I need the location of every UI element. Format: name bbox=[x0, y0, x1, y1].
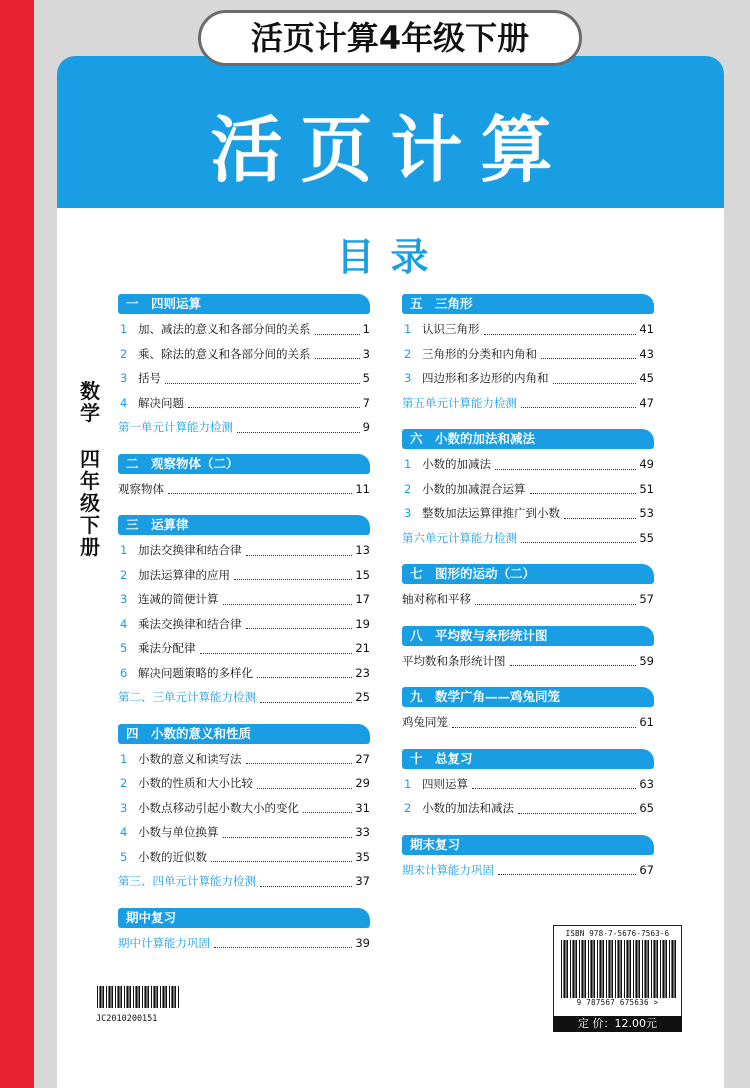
toc-entry bbox=[118, 477, 370, 502]
entry-title: 三角形的分类和内角和 bbox=[422, 346, 537, 361]
entry-title: 解决问题 bbox=[138, 395, 184, 410]
section-heading: 二 观察物体（二） bbox=[118, 454, 370, 474]
leader-dots bbox=[530, 493, 637, 494]
barcode-bar bbox=[178, 986, 179, 1008]
entry-page-number: 61 bbox=[639, 715, 654, 729]
barcode-bar bbox=[570, 940, 571, 998]
leader-dots bbox=[246, 763, 353, 764]
leader-dots bbox=[260, 886, 352, 887]
barcode-bar bbox=[147, 986, 149, 1008]
toc-section bbox=[402, 749, 654, 821]
barcode-bar bbox=[669, 940, 670, 998]
toc-entry bbox=[118, 820, 370, 845]
toc-entry bbox=[402, 649, 654, 674]
leader-dots bbox=[168, 493, 352, 494]
barcode-bar bbox=[599, 940, 601, 998]
entry-number: 1 bbox=[404, 776, 412, 791]
toc-entry bbox=[402, 710, 654, 735]
leader-dots bbox=[234, 579, 352, 580]
toc-entry bbox=[118, 636, 370, 661]
barcode-bar bbox=[635, 940, 637, 998]
toc-entry bbox=[402, 452, 654, 477]
toc-section bbox=[402, 835, 654, 883]
barcode-bar bbox=[662, 940, 664, 998]
barcode-bar bbox=[660, 940, 661, 998]
entry-title: 鸡兔同笼 bbox=[402, 715, 448, 729]
toc-entry bbox=[402, 772, 654, 797]
toc-entry bbox=[402, 858, 654, 883]
section-heading: 四 小数的意义和性质 bbox=[118, 724, 370, 744]
toc-entry bbox=[402, 796, 654, 821]
book-title-label: 活页计算4年级下册 bbox=[198, 10, 582, 66]
barcode-bar bbox=[153, 986, 155, 1008]
entry-number: 2 bbox=[404, 481, 412, 496]
leader-dots bbox=[237, 432, 360, 433]
barcode-bar bbox=[581, 940, 583, 998]
entry-title: 第五单元计算能力检测 bbox=[402, 395, 517, 410]
toc-title: 目录 bbox=[336, 235, 445, 279]
entry-page-number: 7 bbox=[362, 395, 370, 410]
entry-page-number: 57 bbox=[639, 592, 654, 606]
leader-dots bbox=[452, 727, 636, 728]
entry-page-number: 9 bbox=[362, 420, 370, 434]
barcode-bar bbox=[629, 940, 631, 998]
entry-page-number: 47 bbox=[639, 395, 654, 410]
entry-title: 第一单元计算能力检测 bbox=[118, 420, 233, 434]
entry-title: 小数的性质和大小比较 bbox=[138, 776, 253, 790]
barcode-bar bbox=[593, 940, 595, 998]
toc-entry bbox=[118, 391, 370, 416]
leader-dots bbox=[495, 469, 636, 470]
entry-title: 期中计算能力巩固 bbox=[118, 935, 210, 950]
entry-page-number: 15 bbox=[355, 567, 370, 582]
barcode-bar bbox=[142, 986, 143, 1008]
leader-dots bbox=[223, 604, 353, 605]
barcode-bar bbox=[651, 940, 652, 998]
toc-entry bbox=[118, 587, 370, 612]
toc-section bbox=[118, 724, 370, 894]
side-subject: 数 学 bbox=[80, 379, 100, 425]
barcode-bar bbox=[615, 940, 616, 998]
barcode-bar bbox=[97, 986, 98, 1008]
toc-entry bbox=[118, 771, 370, 796]
entry-page-number: 49 bbox=[639, 457, 654, 471]
entry-number: 1 bbox=[120, 543, 128, 557]
entry-title: 小数的加法和减法 bbox=[422, 801, 514, 815]
entry-page-number: 43 bbox=[639, 346, 654, 361]
entry-number: 6 bbox=[120, 665, 128, 680]
leader-dots bbox=[510, 665, 637, 666]
entry-title: 第二、三单元计算能力检测 bbox=[118, 690, 256, 704]
side-grade: 四 年 级 下 册 bbox=[80, 447, 100, 559]
barcode-bar bbox=[566, 940, 568, 998]
entry-title: 四则运算 bbox=[422, 776, 468, 791]
section-heading: 九 数学广角——鸡兔同笼 bbox=[402, 687, 654, 707]
leader-dots bbox=[521, 407, 636, 408]
section-heading: 期末复习 bbox=[402, 835, 654, 855]
toc-section bbox=[118, 454, 370, 502]
entry-title: 小数与单位换算 bbox=[138, 825, 219, 839]
barcode-bar bbox=[579, 940, 580, 998]
entry-page-number: 37 bbox=[355, 874, 370, 888]
barcode-bar bbox=[584, 940, 586, 998]
toc-entry bbox=[402, 342, 654, 367]
entry-title: 认识三角形 bbox=[422, 322, 480, 336]
section-heading: 一 四则运算 bbox=[118, 294, 370, 314]
header-band bbox=[57, 56, 724, 208]
toc-entry bbox=[118, 661, 370, 686]
entry-page-number: 13 bbox=[355, 543, 370, 557]
entry-page-number: 21 bbox=[355, 641, 370, 655]
barcode-bar bbox=[108, 986, 110, 1008]
barcode-bar bbox=[99, 986, 101, 1008]
entry-page-number: 59 bbox=[639, 653, 654, 668]
barcode-bar bbox=[129, 986, 131, 1008]
toc-entry bbox=[118, 685, 370, 710]
entry-title: 小数的近似数 bbox=[138, 849, 207, 864]
entry-title: 括号 bbox=[138, 371, 161, 385]
barcode-bar bbox=[115, 986, 116, 1008]
entry-number: 3 bbox=[120, 800, 128, 815]
entry-number: 1 bbox=[404, 322, 412, 336]
leader-dots bbox=[214, 947, 352, 948]
barcode-bar bbox=[638, 940, 640, 998]
entry-title: 第三、四单元计算能力检测 bbox=[118, 874, 256, 888]
entry-number: 2 bbox=[120, 567, 128, 582]
entry-number: 1 bbox=[404, 457, 412, 471]
toc-entry bbox=[118, 747, 370, 772]
entry-title: 轴对称和平移 bbox=[402, 592, 471, 606]
leader-dots bbox=[257, 677, 352, 678]
barcode-bar bbox=[111, 986, 113, 1008]
entry-page-number: 55 bbox=[639, 530, 654, 545]
toc-column-left bbox=[118, 294, 370, 969]
barcode-bar bbox=[156, 986, 158, 1008]
price-label: 定 价：12.00元 bbox=[553, 1016, 682, 1032]
isbn-barcode-box bbox=[553, 925, 682, 1019]
entry-number: 3 bbox=[404, 506, 412, 520]
side-label bbox=[74, 380, 106, 558]
barcode-bar bbox=[171, 986, 173, 1008]
toc-entry bbox=[402, 501, 654, 526]
leader-dots bbox=[246, 628, 353, 629]
toc-entry bbox=[118, 931, 370, 956]
entry-number: 3 bbox=[404, 371, 412, 385]
barcode-bar bbox=[602, 940, 604, 998]
entry-title: 连减的简便计算 bbox=[138, 592, 219, 606]
entry-title: 平均数和条形统计图 bbox=[402, 653, 506, 668]
leader-dots bbox=[315, 358, 360, 359]
toc-entry bbox=[118, 796, 370, 821]
section-heading: 期中复习 bbox=[118, 908, 370, 928]
toc-entry bbox=[118, 612, 370, 637]
entry-title: 小数的加减法 bbox=[422, 457, 491, 471]
leader-dots bbox=[211, 861, 352, 862]
toc-section bbox=[402, 687, 654, 735]
entry-page-number: 41 bbox=[639, 322, 654, 336]
barcode-bar bbox=[575, 940, 577, 998]
barcode-bar bbox=[120, 986, 122, 1008]
entry-page-number: 33 bbox=[355, 825, 370, 839]
leader-dots bbox=[223, 837, 353, 838]
toc-entry bbox=[118, 342, 370, 367]
entry-number: 1 bbox=[120, 322, 128, 336]
toc-section bbox=[402, 626, 654, 674]
entry-number: 1 bbox=[120, 751, 128, 766]
barcode-bar bbox=[135, 986, 137, 1008]
leader-dots bbox=[541, 358, 636, 359]
leader-dots bbox=[484, 334, 637, 335]
toc-entry bbox=[118, 869, 370, 894]
entry-page-number: 17 bbox=[355, 592, 370, 606]
entry-title: 加法运算律的应用 bbox=[138, 567, 230, 582]
entry-page-number: 53 bbox=[639, 506, 654, 520]
barcode-bar bbox=[647, 940, 649, 998]
barcode-bar bbox=[160, 986, 161, 1008]
entry-title: 乘、除法的意义和各部分间的关系 bbox=[138, 346, 311, 361]
entry-number: 2 bbox=[120, 346, 128, 361]
header-title: 活页计算 bbox=[210, 108, 571, 192]
entry-page-number: 5 bbox=[362, 371, 370, 385]
entry-title: 乘法交换律和结合律 bbox=[138, 616, 242, 631]
leader-dots bbox=[518, 813, 636, 814]
barcode-bar bbox=[608, 940, 610, 998]
leader-dots bbox=[303, 812, 352, 813]
section-heading: 三 运算律 bbox=[118, 515, 370, 535]
leader-dots bbox=[200, 653, 353, 654]
leader-dots bbox=[564, 518, 636, 519]
section-heading: 十 总复习 bbox=[402, 749, 654, 769]
toc-entry bbox=[118, 845, 370, 870]
barcode-bar bbox=[590, 940, 592, 998]
barcode-bar bbox=[606, 940, 607, 998]
toc-entry bbox=[402, 366, 654, 391]
barcode-bar bbox=[611, 940, 613, 998]
entry-number: 5 bbox=[120, 641, 128, 655]
barcode-bar bbox=[165, 986, 167, 1008]
toc-entry bbox=[402, 317, 654, 342]
barcode-bar bbox=[671, 940, 673, 998]
entry-page-number: 45 bbox=[639, 371, 654, 385]
barcode-bar bbox=[620, 940, 622, 998]
toc-entry bbox=[118, 563, 370, 588]
barcode-bar bbox=[174, 986, 176, 1008]
leader-dots bbox=[553, 383, 637, 384]
isbn-bars bbox=[560, 940, 676, 998]
leader-dots bbox=[165, 383, 360, 384]
leader-dots bbox=[260, 702, 352, 703]
entry-number: 2 bbox=[120, 776, 128, 790]
toc-entry bbox=[118, 317, 370, 342]
toc-entry bbox=[402, 477, 654, 502]
entry-page-number: 31 bbox=[355, 800, 370, 815]
entry-title: 加、减法的意义和各部分间的关系 bbox=[138, 322, 311, 336]
toc-section bbox=[118, 515, 370, 710]
entry-number: 3 bbox=[120, 371, 128, 385]
barcode-bar bbox=[561, 940, 562, 998]
barcode-bar bbox=[133, 986, 134, 1008]
entry-page-number: 23 bbox=[355, 665, 370, 680]
leader-dots bbox=[246, 555, 353, 556]
entry-page-number: 29 bbox=[355, 776, 370, 790]
leader-dots bbox=[475, 604, 636, 605]
barcode-bar bbox=[106, 986, 107, 1008]
section-heading: 八 平均数与条形统计图 bbox=[402, 626, 654, 646]
entry-number: 2 bbox=[404, 346, 412, 361]
toc-entry bbox=[402, 526, 654, 551]
barcode-bar bbox=[674, 940, 676, 998]
entry-number: 5 bbox=[120, 849, 128, 864]
section-heading: 六 小数的加法和减法 bbox=[402, 429, 654, 449]
entry-title: 小数点移动引起小数大小的变化 bbox=[138, 800, 299, 815]
leader-dots bbox=[498, 874, 636, 875]
entry-title: 观察物体 bbox=[118, 481, 164, 496]
leader-dots bbox=[257, 788, 352, 789]
barcode-bar bbox=[644, 940, 646, 998]
entry-number: 2 bbox=[404, 801, 412, 815]
entry-title: 乘法分配律 bbox=[138, 641, 196, 655]
entry-page-number: 11 bbox=[355, 481, 370, 496]
entry-page-number: 27 bbox=[355, 751, 370, 766]
entry-title: 解决问题策略的多样化 bbox=[138, 665, 253, 680]
leader-dots bbox=[315, 334, 360, 335]
entry-title: 加法交换律和结合律 bbox=[138, 543, 242, 557]
isbn-digits: 9 787567 675636 > bbox=[576, 998, 659, 1007]
toc-section bbox=[118, 908, 370, 956]
entry-page-number: 35 bbox=[355, 849, 370, 864]
section-heading: 五 三角形 bbox=[402, 294, 654, 314]
entry-page-number: 39 bbox=[355, 935, 370, 950]
entry-number: 4 bbox=[120, 395, 128, 410]
toc-entry bbox=[118, 538, 370, 563]
entry-page-number: 65 bbox=[639, 801, 654, 815]
internal-barcode bbox=[96, 986, 180, 1024]
leader-dots bbox=[188, 407, 360, 408]
barcode-bar bbox=[563, 940, 565, 998]
toc-section bbox=[402, 294, 654, 415]
entry-number: 3 bbox=[120, 592, 128, 606]
section-heading: 七 图形的运动（二） bbox=[402, 564, 654, 584]
toc-entry bbox=[402, 391, 654, 416]
entry-page-number: 63 bbox=[639, 776, 654, 791]
entry-title: 四边形和多边形的内角和 bbox=[422, 371, 549, 385]
barcode-bar bbox=[126, 986, 128, 1008]
red-edge-strip bbox=[0, 0, 34, 1088]
barcode-bar bbox=[597, 940, 598, 998]
entry-number: 4 bbox=[120, 616, 128, 631]
toc-section bbox=[402, 564, 654, 612]
barcode-bar bbox=[102, 986, 104, 1008]
entry-page-number: 67 bbox=[639, 862, 654, 877]
barcode-bar bbox=[665, 940, 667, 998]
toc-entry bbox=[402, 587, 654, 612]
barcode-bar bbox=[138, 986, 140, 1008]
isbn-text: ISBN 978-7-5676-7563-6 bbox=[565, 929, 670, 938]
entry-number: 4 bbox=[120, 825, 128, 839]
toc-column-right bbox=[402, 294, 654, 896]
barcode-bars bbox=[96, 986, 180, 1008]
barcode-bar bbox=[617, 940, 619, 998]
barcode-bar bbox=[151, 986, 152, 1008]
entry-page-number: 1 bbox=[362, 322, 370, 336]
entry-page-number: 3 bbox=[362, 346, 370, 361]
entry-title: 小数的意义和读写法 bbox=[138, 751, 242, 766]
barcode-bar bbox=[124, 986, 125, 1008]
barcode-bar bbox=[624, 940, 625, 998]
barcode-bar bbox=[656, 940, 658, 998]
barcode-bar bbox=[117, 986, 119, 1008]
barcode-bar bbox=[162, 986, 164, 1008]
entry-title: 整数加法运算律推广到小数 bbox=[422, 506, 560, 520]
barcode-bar bbox=[572, 940, 574, 998]
entry-title: 小数的加减混合运算 bbox=[422, 481, 526, 496]
entry-page-number: 19 bbox=[355, 616, 370, 631]
barcode-bar bbox=[169, 986, 170, 1008]
barcode-bar bbox=[626, 940, 628, 998]
toc-entry bbox=[118, 415, 370, 440]
barcode-code: JC2010200151 bbox=[96, 1014, 158, 1024]
barcode-bar bbox=[633, 940, 634, 998]
leader-dots bbox=[521, 542, 636, 543]
entry-title: 第六单元计算能力检测 bbox=[402, 530, 517, 545]
barcode-bar bbox=[653, 940, 655, 998]
entry-page-number: 25 bbox=[355, 690, 370, 704]
leader-dots bbox=[472, 788, 636, 789]
barcode-bar bbox=[642, 940, 643, 998]
toc-section bbox=[118, 294, 370, 440]
barcode-bar bbox=[144, 986, 146, 1008]
entry-title: 期末计算能力巩固 bbox=[402, 862, 494, 877]
entry-page-number: 51 bbox=[639, 481, 654, 496]
toc-section bbox=[402, 429, 654, 550]
toc-entry bbox=[118, 366, 370, 391]
barcode-bar bbox=[588, 940, 589, 998]
